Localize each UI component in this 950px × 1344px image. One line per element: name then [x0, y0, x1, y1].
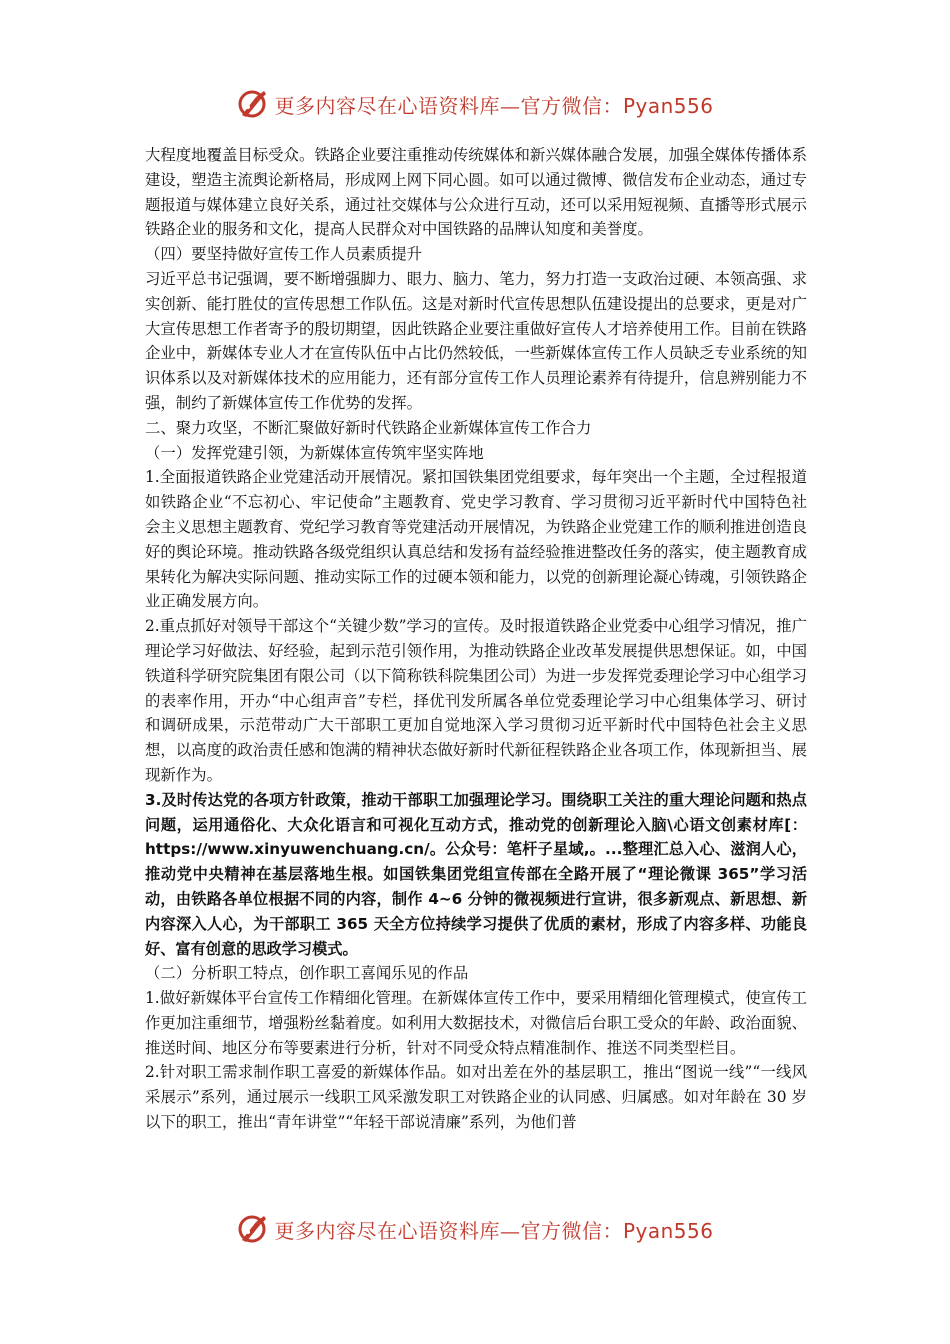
- section-heading: 二、聚力攻坚，不断汇聚做好新时代铁路企业新媒体宣传工作合力: [145, 418, 592, 437]
- section-heading: （四）要坚持做好宣传工作人员素质提升: [145, 245, 423, 264]
- paragraph: 1.做好新媒体平台宣传工作精细化管理。在新媒体宣传工作中，要采用精细化管理模式，使宣传工作更加注重细节，增强粉丝黏着度。如利用大数据技术，对微信后台职工受众的年龄、政治面貌、推送时间、地区分布等要素进行分析，针对不同受众特点精准制作、推送不同类型栏目。: [145, 989, 807, 1057]
- paragraph: 2.重点抓好对领导干部这个“关键少数”学习的宣传。及时报道铁路企业党委中心组学习情况，推广理论学习好做法、好经验，起到示范引领作用，为推动铁路企业改革发展提供思想保证。如，中国铁道科学研究院集团有限公司（以下简称铁科院集团公司）为进一步发挥党委理论学习中心组学习的表率作用，开办“中心组声音”专栏，择优刊发所属各单位党委理论学习中心组集体学习、研讨和调研成果，示范带动广大干部职工更加自觉地深入学习贯彻习近平新时代中国特色社会主义思想，以高度的政治责任感和饱满的精神状态做好新时代新征程铁路企业各项工作，体现新担当、展现新作为。: [145, 617, 807, 784]
- banner-text: [274, 1215, 713, 1244]
- paragraph: 习近平总书记强调，要不断增强脚力、眼力、脑力、笔力，努力打造一支政治过硬、本领高强、求实创新、能打胜仗的宣传思想工作队伍。这是对新时代宣传思想队伍建设提出的总要求，更是对广大宣传思想工作者寄予的殷切期望，因此铁路企业要注重做好宣传人才培养使用工作。目前在铁路企业中，新媒体专业人才在宣传队伍中占比仍然较低，一些新媒体宣传工作人员缺乏专业系统的知识体系以及对新媒体技术的应用能力，还有部分宣传工作人员理论素养有待提升，信息辨别能力不强，制约了新媒体宣传工作优势的发挥。: [145, 269, 807, 412]
- section-heading: （一）发挥党建引领，为新媒体宣传筑牢坚实阵地: [145, 443, 484, 462]
- banner-text: [274, 90, 713, 119]
- banner-sub-text: 官方微信：Pyan556: [520, 1218, 714, 1243]
- section-heading: （二）分析职工特点，创作职工喜闻乐见的作品: [145, 964, 469, 983]
- paragraph: 大程度地覆盖目标受众。铁路企业要注重推动传统媒体和新兴媒体融合发展，加强全媒体传播体系建设，塑造主流舆论新格局，形成网上网下同心圆。如可以通过微博、微信发布企业动态，通过专题报道与媒体建立良好关系，通过社交媒体与公众进行互动，还可以采用短视频、直播等形式展示铁路企业的服务和文化，提高人民群众对中国铁路的品牌认知度和美誉度。: [145, 146, 807, 239]
- bold-paragraph: 3.及时传达党的各项方针政策，推动干部职工加强理论学习。围绕职工关注的重大理论问题和热点问题，运用通俗化、大众化语言和可视化互动方式，推动党的创新理论入脑\心语文创素材库[：https://www.xinyuwenchuang.cn/。公众号：笔杆子星域,。...整理汇总入心、滋润人心，推动党中央精神在基层落地生根。如国铁集团党组宣传部在全路开展了“理论微课 365”学习活动，由铁路各单位根据不同的内容，制作 4~6 分钟的微视频进行宣讲，很多新观点、新思想、新内容深入人心，为干部职工 365 天全方位持续学习提供了优质的素材，形成了内容多样、功能良好、富有创意的思政学习模式。: [145, 790, 807, 958]
- stylized-pen-logo-icon: [236, 87, 270, 121]
- stylized-pen-logo-icon: [236, 1212, 270, 1246]
- banner-main-text: 更多内容尽在心语资料库: [274, 93, 500, 118]
- header-watermark-banner: [0, 82, 950, 126]
- paragraph: 1.全面报道铁路企业党建活动开展情况。紧扣国铁集团党组要求，每年突出一个主题，全过程报道如铁路企业“不忘初心、牢记使命”主题教育、党史学习教育、学习贯彻习近平新时代中国特色社会主义思想主题教育、党纪学习教育等党建活动开展情况，为铁路企业党建工作的顺利推进创造良好的舆论环境。推动铁路各级党组织认真总结和发扬有益经验推进整改任务的落实，使主题教育成果转化为解决实际问题、推动实际工作的过硬本领和能力，以党的创新理论凝心铸魂，引领铁路企业正确发展方向。: [145, 468, 807, 611]
- banner-dash: —: [499, 93, 521, 118]
- footer-watermark-banner: [0, 1207, 950, 1251]
- banner-main-text: 更多内容尽在心语资料库: [274, 1218, 500, 1243]
- banner-dash: —: [499, 1218, 521, 1243]
- document-body: [145, 143, 807, 1135]
- banner-sub-text: 官方微信：Pyan556: [520, 93, 714, 118]
- paragraph: 2.针对职工需求制作职工喜爱的新媒体作品。如对出差在外的基层职工，推出“图说一线”“一线风采展示”系列，通过展示一线职工风采激发职工对铁路企业的认同感、归属感。如对年龄在 30 岁以下的职工，推出“青年讲堂”“年轻干部说清廉”系列，为他们普: [145, 1063, 807, 1132]
